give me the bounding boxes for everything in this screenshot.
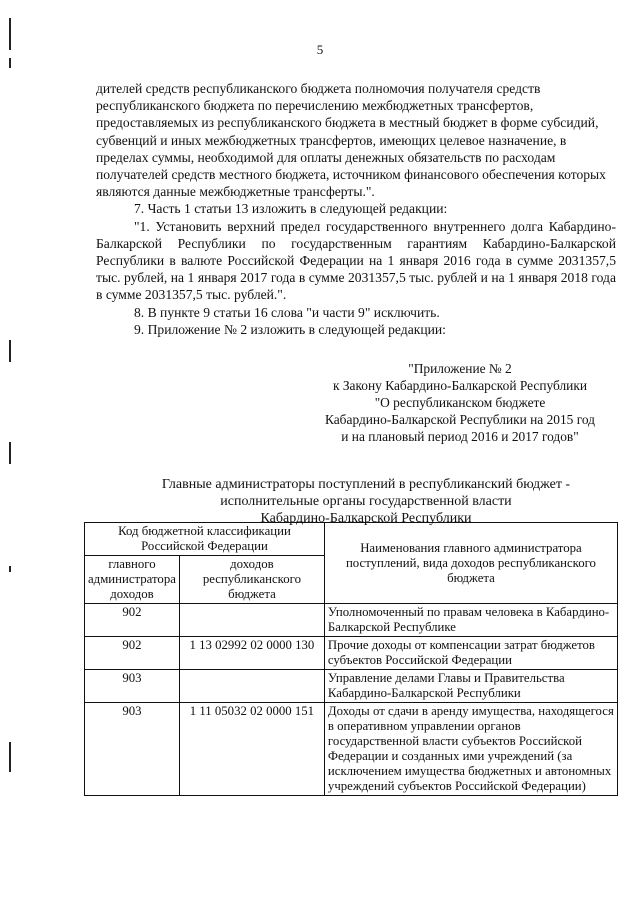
margin-mark [9,18,11,50]
appendix-line: к Закону Кабардино-Балкарской Республики [332,378,588,393]
table-row [85,670,618,703]
paragraph: дителей средств республиканского бюджета полномочия получателя средств республиканского бюджета по перечислению межбюджетных трансфертов, предоставляемых из республиканского бюджета в местный бюджет в форме субсидий, субвенций и иных межбюджетных трансфертов, имеющих целевое назначение, в пределах суммы, необходимой для оплаты денежных обязательств по расходам получателей средств местного бюджета, источником финансового обеспечения которых являются данные межбюджетные трансферты.". [96,81,606,200]
admin-code-cell: 903 [85,703,180,796]
header-name-cell: Наименования главного администратора поступлений, вида доходов республиканского бюджета [324,523,617,604]
margin-mark [9,442,11,464]
header-group-cell: Код бюджетной классификации Российской Федерации [85,523,325,556]
appendix-line: "Приложение № 2 [408,361,512,376]
margin-mark [9,58,11,68]
name-cell: Доходы от сдачи в аренду имущества, находящегося в оперативном управлении органов государственной власти субъектов Российской Федерации и созданных ими учреждений (за исключением имущества бюджетных и автономных учреждений субъектов Российской Федерации) [324,703,617,796]
table-header-row [85,523,618,556]
appendix-line: и на плановый период 2016 и 2017 годов" [341,429,579,444]
revenue-code-cell: 1 11 05032 02 0000 151 [179,703,324,796]
appendix-header [300,360,620,445]
admin-code-cell: 902 [85,637,180,670]
paragraph: 8. В пункте 9 статьи 16 слова "и части 9" исключить. [134,304,440,320]
name-cell: Прочие доходы от компенсации затрат бюджетов субъектов Российской Федерации [324,637,617,670]
paragraph: 9. Приложение № 2 изложить в следующей редакции: [134,321,446,337]
table-row [85,637,618,670]
margin-mark [9,566,11,572]
paragraph: "1. Установить верхний предел государственного внутреннего долга Кабардино-Балкарской Республики по государственным гарантиям Кабардино-Балкарской Республики в валюте Российской Федерации на 1 января 2016 года в сумме 2031357,5 тыс. рублей, на 1 января 2017 года в сумме 2031357,5 тыс. рублей и на 1 января 2018 года в сумме 2031357,5 тыс. рублей.". [96,218,616,303]
appendix-line: "О республиканском бюджете [374,395,546,410]
revenue-code-cell [179,604,324,637]
table-row [85,604,618,637]
name-cell: Управление делами Главы и Правительства Кабардино-Балкарской Республики [324,670,617,703]
admin-code-cell: 903 [85,670,180,703]
paragraph: 7. Часть 1 статьи 13 изложить в следующей редакции: [134,201,448,217]
margin-mark [9,340,11,362]
body-text [96,80,616,338]
appendix-line: Кабардино-Балкарской Республики на 2015 год [324,412,595,427]
table-title-line: исполнительные органы государственной власти [220,494,512,509]
revenue-code-cell: 1 13 02992 02 0000 130 [179,637,324,670]
table-row [85,703,618,796]
admin-code-cell: 902 [85,604,180,637]
page-number: 5 [316,42,324,57]
margin-mark [9,742,11,772]
header-admin-cell: главного администратора доходов [85,556,180,604]
name-cell: Уполномоченный по правам человека в Кабардино-Балкарской Республике [324,604,617,637]
table-title [96,476,636,527]
revenue-code-cell [179,670,324,703]
header-code-cell: доходов республиканского бюджета [179,556,324,604]
table-title-line: Кабардино-Балкарской Республики [260,511,472,526]
administrators-table [84,522,618,796]
table-title-line: Главные администраторы поступлений в республиканский бюджет - [161,477,571,492]
